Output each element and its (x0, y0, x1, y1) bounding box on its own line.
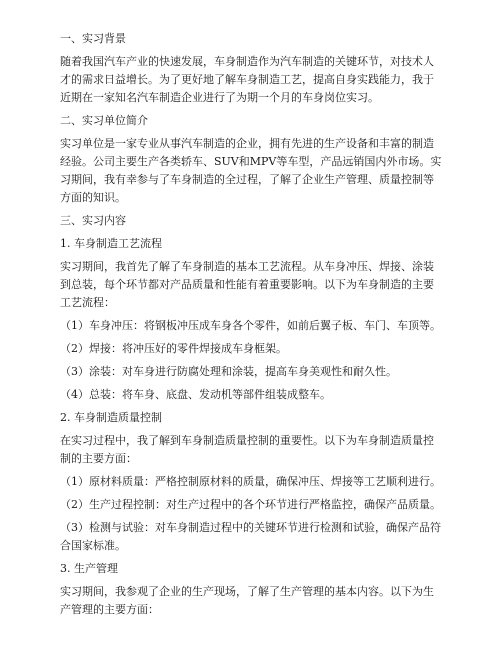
list-item-welding: （2）焊接：将冲压好的零件焊接成车身框架。 (60, 342, 287, 355)
document-body (60, 30, 442, 624)
list-item-stamping: （1）车身冲压：将钢板冲压成车身各个零件，如前后翼子板、车门、车顶等。 (60, 319, 441, 332)
paragraph-process: 实习期间，我首先了解了车身制造的基本工艺流程。从车身冲压、焊接、涂装到总装，每个环节都对产品质量和性能有着重要影响。以下为车身制造的主要工艺流程： (60, 260, 434, 309)
section-heading-background: 一、实习背景 (60, 32, 126, 45)
list-item-assembly: （4）总装：将车身、底盘、发动机等部件组装成整车。 (60, 388, 331, 401)
list-item-production-control: （2）生产过程控制：对生产过程中的各个环节进行严格监控，确保产品质量。 (60, 498, 441, 511)
paragraph-quality: 在实习过程中，我了解到车身制造质量控制的重要性。以下为车身制造质量控制的主要方面： (60, 434, 434, 465)
section-heading-content: 三、实习内容 (60, 214, 126, 227)
subheading-process: 1. 车身制造工艺流程 (60, 237, 162, 250)
subheading-management: 3. 生产管理 (60, 562, 118, 575)
section-heading-unit: 二、实习单位简介 (60, 114, 148, 127)
list-item-testing: （3）检测与试验：对车身制造过程中的关键环节进行检测和试验，确保产品符合国家标准。 (60, 521, 441, 552)
list-item-materials: （1）原材料质量：严格控制原材料的质量，确保冲压、焊接等工艺顺利进行。 (60, 475, 441, 488)
paragraph-management: 实习期间，我参观了企业的生产现场，了解了生产管理的基本内容。以下为生产管理的主要方面： (60, 585, 434, 616)
paragraph-unit: 实习单位是一家专业从事汽车制造的企业，拥有先进的生产设备和丰富的制造经验。公司主要生产各类轿车、SUV和MPV等车型，产品远销国内外市场。实习期间，我有幸参与了车身制造的全过程，了解了企业生产管理、质量控制等方面的知识。 (60, 137, 442, 204)
list-item-painting: （3）涂装：对车身进行防腐处理和涂装，提高车身美观性和耐久性。 (60, 365, 397, 378)
subheading-quality: 2. 车身制造质量控制 (60, 411, 162, 424)
paragraph-background: 随着我国汽车产业的快速发展，车身制造作为汽车制造的关键环节，对技术人才的需求日益增长。为了更好地了解车身制造工艺，提高自身实践能力，我于近期在一家知名汽车制造企业进行了为期一个月的车身岗位实习。 (60, 55, 434, 104)
